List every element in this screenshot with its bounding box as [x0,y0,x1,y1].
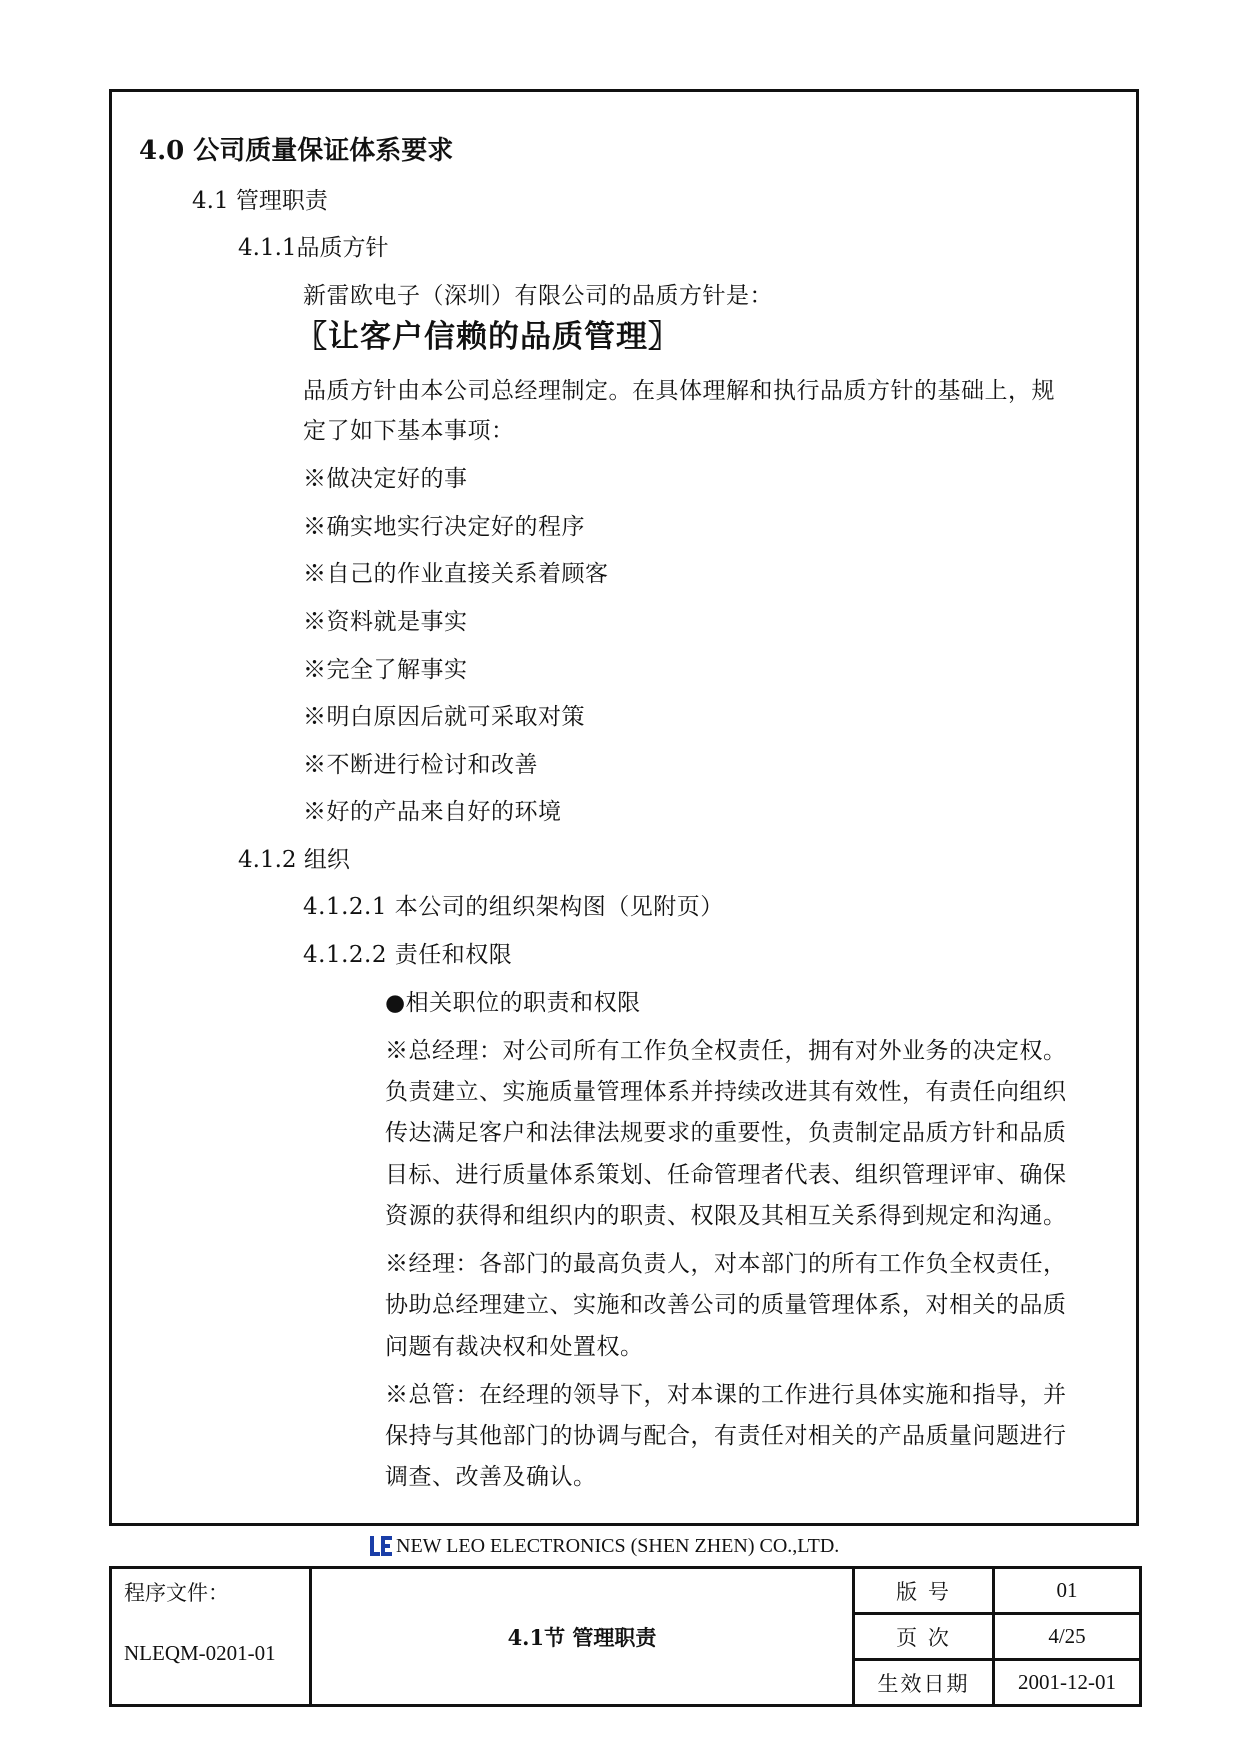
manager-line: 问题有裁决权和处置权。 [385,1334,644,1360]
manager-line: ※经理：各部门的最高负责人，对本部门的所有工作负全权责任， [385,1251,1067,1277]
gm-line: 资源的获得和组织内的职责、权限及其相互关系得到规定和沟通。 [385,1203,1067,1229]
policy-intro: 新雷欧电子（深圳）有限公司的品质方针是： [303,283,773,309]
date-label: 生效日期 [854,1660,994,1706]
subsection-organization: 4.1.2 组织 [238,847,350,873]
supervisor-line: 调查、改善及确认。 [385,1464,597,1490]
manager-line: 协助总经理建立、实施和改善公司的质量管理体系，对相关的品质 [385,1292,1067,1318]
policy-paragraph-line-1: 品质方针由本公司总经理制定。在具体理解和执行品质方针的基础上，规 [303,378,1055,404]
policy-item: ※资料就是事实 [303,609,468,635]
policy-item: ※做决定好的事 [303,466,468,492]
version-label: 版 号 [854,1568,994,1614]
policy-item: ※确实地实行决定好的程序 [303,514,585,540]
policy-item: ※明白原因后就可采取对策 [303,704,585,730]
gm-line: 目标、进行质量体系策划、任命管理者代表、组织管理评审、确保 [385,1162,1067,1188]
gm-line: 传达满足客户和法律法规要求的重要性，负责制定品质方针和品质 [385,1120,1067,1146]
footer-title: 4.1节 管理职责 [311,1568,854,1706]
policy-slogan: 〖让客户信赖的品质管理〗 [296,319,680,355]
footer-table [109,1566,1142,1707]
policy-item: ※自己的作业直接关系着顾客 [303,561,609,587]
page-label: 页 次 [854,1614,994,1660]
company-line [370,1536,839,1556]
version-value: 01 [994,1568,1141,1614]
company-logo [370,1536,392,1556]
subsection-quality-policy: 4.1.1品质方针 [238,235,389,261]
subsection-management-duties: 4.1 管理职责 [192,188,328,214]
section-heading: 4.0 公司质量保证体系要求 [139,136,454,166]
gm-line: ※总经理：对公司所有工作负全权责任，拥有对外业务的决定权。 [385,1038,1067,1064]
policy-item: ※完全了解事实 [303,657,468,683]
supervisor-line: ※总管：在经理的领导下，对本课的工作进行具体实施和指导，并 [385,1382,1067,1408]
policy-paragraph-line-2: 定了如下基本事项： [303,418,515,444]
company-name: NEW LEO ELECTRONICS (SHEN ZHEN) CO.,LTD. [396,1535,840,1557]
subsection-org-chart: 4.1.2.1 本公司的组织架构图（见附页） [303,894,724,920]
gm-line: 负责建立、实施质量管理体系并持续改进其有效性，有责任向组织 [385,1079,1067,1105]
supervisor-line: 保持与其他部门的协调与配合，有责任对相关的产品质量问题进行 [385,1423,1067,1449]
subsection-responsibility: 4.1.2.2 责任和权限 [303,942,513,968]
policy-item: ※不断进行检讨和改善 [303,752,538,778]
bullet-duties: ●相关职位的职责和权限 [385,990,641,1016]
doc-info-cell [111,1568,311,1706]
doc-code: NLEQM-0201-01 [124,1641,276,1665]
date-value: 2001-12-01 [994,1660,1141,1706]
doc-type-label: 程序文件： [124,1581,229,1605]
page-value: 4/25 [994,1614,1141,1660]
policy-item: ※好的产品来自好的环境 [303,799,562,825]
